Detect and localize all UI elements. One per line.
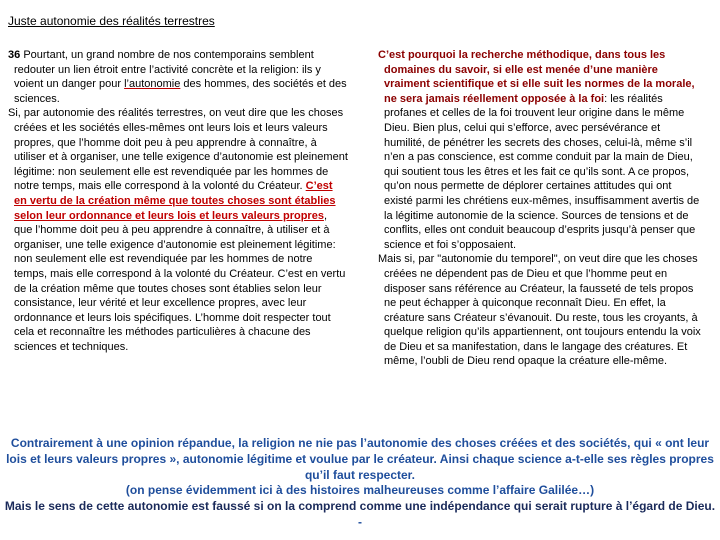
paragraph-temporel: Mais si, par "autonomie du temporel", on veut dire que les choses créées ne dépendent pas de Dieu et que l’homme peut en disposer sans référence au Créateur, la fausseté de tels propos ne peut échapper à quiconque reconnaît Dieu. En effet, la créature sans Créateur s’évanouit. Du reste, tous les croyants, à quelque religion qu’ils appartiennent, ont toujours entendu la voix de Dieu et sa manifestation, dans le langage des créatures. Et même, l’oubli de Dieu rend opaque la créature elle-même. [378, 253, 701, 368]
highlighted-science-phrase: C’est pourquoi la recherche méthodique, dans tous les domaines du savoir, si elle est menée d’une manière vraiment scientifique et si elle suit les normes de la morale, ne sera jamais réellement opposée à la foi [378, 49, 695, 105]
conclusion-dash: - [358, 514, 362, 529]
autonomie-underlined: l’autonomie [124, 78, 181, 91]
paragraph-36 [8, 48, 348, 106]
highlighted-creation-phrase: C’est en vertu de la création même que toutes choses sont établies selon leur ordonnance et leurs lois et leurs valeurs propres [14, 180, 336, 222]
paragraph-recherche-text-b: : les réalités profanes et celles de la foi trouvent leur origine dans le même Dieu. Bien plus, celui qui s’efforce, avec persévérance et humilité, de pénétrer les secrets des choses, celui-là, même s’il n’en a pas conscience, est comme conduit par la main de Dieu, qui soutient tous les êtres et les fait ce qu’ils sont. A ce propos, qu’on nous permette de déplorer certaines attitudes qui ont existé parmi les chrétiens eux-mêmes, insuffisamment avertis de la légitime autonomie de la science. Sources de tensions et de conflits, elles ont conduit beaucoup d’esprits jusqu’à penser que science et foi s’opposaient. [384, 92, 700, 251]
paragraph-autonomie-text-c: , que l’homme doit peu à peu apprendre à connaître, à utiliser et à organiser, une telle exigence d’autonomie est pleinement légitime: non seulement elle est revendiquée par les hommes de notre temps, mais elle correspond à la volonté du Créateur. C’est en vertu de la création même que toutes choses sont établies selon leur consistance, leur vérité et leur excellence propres, avec leur ordonnance et leurs lois spécifiques. L’homme doit respecter tout cela et reconnaître les méthodes particulières à chacune des sciences et techniques. [14, 209, 346, 353]
page-title: Juste autonomie des réalités terrestres [8, 14, 215, 28]
conclusion-block [0, 436, 720, 531]
paragraph-recherche [378, 48, 702, 252]
left-column [8, 48, 348, 354]
conclusion-line-2: (on pense évidemment ici à des histoires malheureuses comme l’affaire Galilée…) [125, 483, 595, 498]
conclusion-line-3: Mais le sens de cette autonomie est faussé si on la comprend comme une indépendance qui serait rupture à l’égard de Dieu. [4, 499, 716, 514]
conclusion-line-1: Contrairement à une opinion répandue, la religion ne nie pas l’autonomie des choses créées et des sociétés, qui « ont leur lois et leurs valeurs propres », autonomie légitime et voulue par le créateur. Ainsi chaque science a-t-elle ses règles propres qu’il faut respecter. [6, 436, 714, 482]
paragraph-36-text-a: Pourtant, un grand nombre de nos contemporains semblent redouter un lien étroit entre l’activité concrète et la religion: ils y voient un danger pour [14, 49, 321, 91]
paragraph-autonomie-text-a: Si, par autonomie des réalités terrestres, on veut dire que les choses créées et les sociétés elles-mêmes ont leurs lois et leurs valeurs propres, que l’homme doit peu à peu apprendre à connaître, à utiliser et à organiser, une telle exigence d’autonomie est pleinement légitime: non seulement elle est revendiquée par les hommes de notre temps, mais elle correspond à la volonté du Créateur. [8, 107, 348, 193]
paragraph-number: 36 [8, 49, 21, 61]
right-column [378, 48, 702, 369]
paragraph-autonomie [8, 106, 348, 354]
paragraph-36-text-c: des hommes, des sociétés et des sciences. [14, 78, 347, 105]
